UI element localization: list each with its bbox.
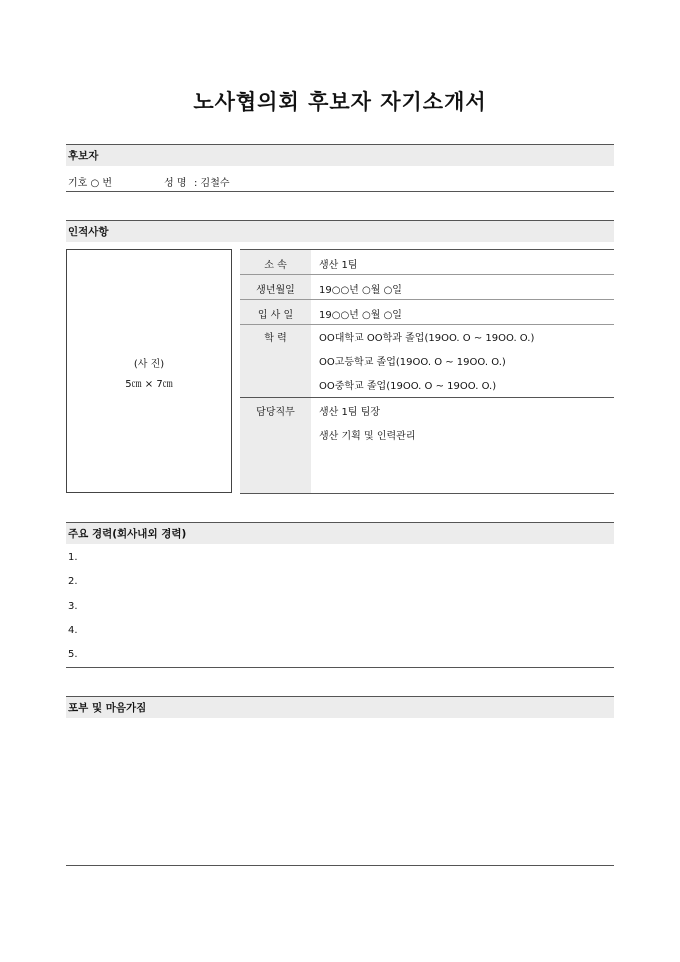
candidate-section-heading: 후보자 bbox=[66, 144, 614, 166]
joined-label: 입 사 일 bbox=[257, 310, 294, 321]
education-value-1: OO대학교 OO학과 졸업(19OO. O ~ 19OO. O.) bbox=[319, 333, 535, 344]
education-label: 학 력 bbox=[264, 333, 287, 344]
career-item-3: 3. bbox=[68, 601, 78, 612]
personal-table-bottom-rule bbox=[240, 493, 614, 494]
birth-value: 19○○년 ○월 ○일 bbox=[319, 285, 402, 296]
career-item-1: 1. bbox=[68, 552, 78, 563]
joined-value: 19○○년 ○월 ○일 bbox=[319, 310, 402, 321]
pledge-bottom-rule bbox=[66, 865, 614, 866]
document-title: 노사협의회 후보자 자기소개서 bbox=[193, 90, 487, 114]
career-item-4: 4. bbox=[68, 625, 78, 636]
personal-table-top-rule bbox=[240, 249, 614, 250]
personal-section-heading: 인적사항 bbox=[66, 220, 614, 242]
pledge-section-heading: 포부 및 마음가짐 bbox=[66, 696, 614, 718]
candidate-name-label: 성 명 bbox=[164, 178, 187, 189]
photo-label: (사 진) bbox=[133, 359, 165, 370]
birth-label: 생년월일 bbox=[256, 285, 295, 296]
career-section-heading: 주요 경력(회사내외 경력) bbox=[66, 522, 614, 544]
duties-label: 담당직무 bbox=[256, 407, 295, 418]
candidate-name-value: : 김철수 bbox=[194, 178, 230, 189]
affiliation-label: 소 속 bbox=[264, 260, 287, 271]
candidate-bottom-rule bbox=[66, 191, 614, 192]
education-value-3: OO중학교 졸업(19OO. O ~ 19OO. O.) bbox=[319, 381, 497, 392]
candidate-number: 기호 ○ 번 bbox=[68, 178, 113, 189]
career-item-5: 5. bbox=[68, 649, 78, 660]
photo-size: 5㎝ × 7㎝ bbox=[125, 379, 173, 390]
table-row-divider bbox=[240, 397, 614, 398]
photo-placeholder bbox=[66, 249, 232, 493]
table-row-divider bbox=[240, 324, 614, 325]
duties-value-1: 생산 1팀 팀장 bbox=[319, 407, 381, 418]
affiliation-value: 생산 1팀 bbox=[319, 260, 358, 271]
duties-value-2: 생산 기획 및 인력관리 bbox=[319, 431, 416, 442]
career-item-2: 2. bbox=[68, 576, 78, 587]
table-row-divider bbox=[240, 299, 614, 300]
education-value-2: OO고등학교 졸업(19OO. O ~ 19OO. O.) bbox=[319, 357, 506, 368]
table-row-divider bbox=[240, 274, 614, 275]
career-bottom-rule bbox=[66, 667, 614, 668]
